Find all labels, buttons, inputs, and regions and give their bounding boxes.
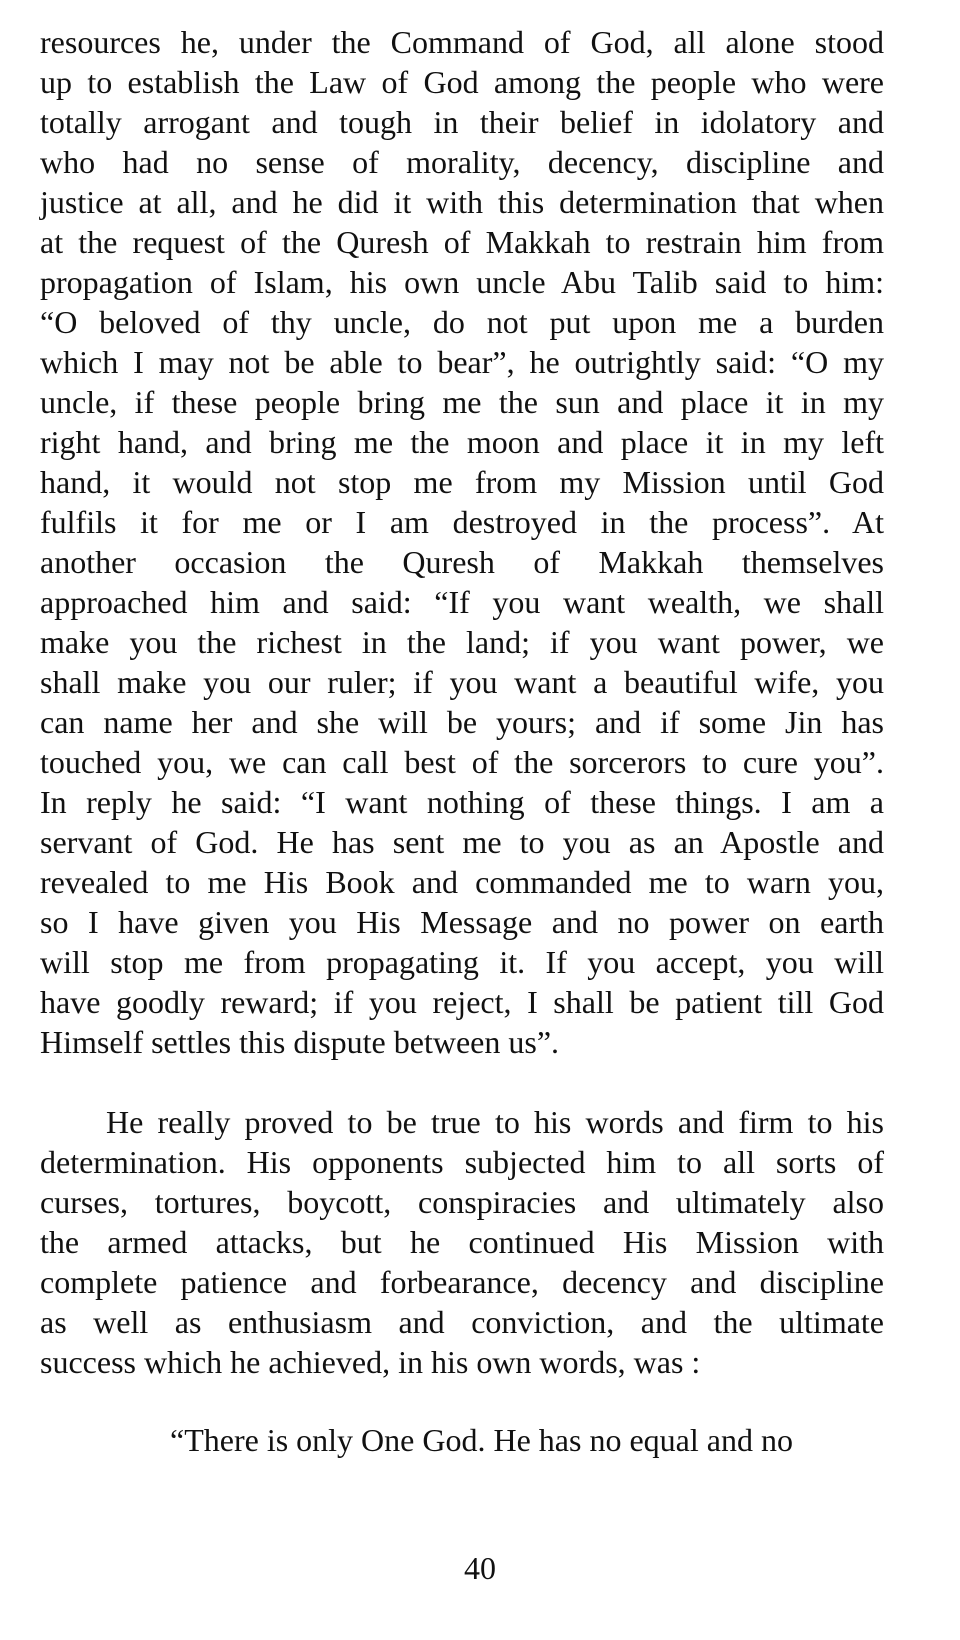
paragraph-1-line: will stop me from propagating it. If you accept, you will xyxy=(40,944,884,980)
paragraph-1-line: make you the richest in the land; if you want power, we xyxy=(40,624,884,660)
paragraph-1-line: approached him and said: “If you want wealth, we shall xyxy=(40,584,884,620)
paragraph-1-line: who had no sense of morality, decency, discipline and xyxy=(40,144,884,180)
paragraph-2-line: determination. His opponents subjected him to all sorts of xyxy=(40,1144,884,1180)
paragraph-1-line: totally arrogant and tough in their belief in idolatory and xyxy=(40,104,884,140)
paragraph-1-line: which I may not be able to bear”, he outrightly said: “O my xyxy=(40,344,884,380)
page-number: 40 xyxy=(464,1550,496,1586)
paragraph-1-line: justice at all, and he did it with this determination that when xyxy=(40,184,884,220)
paragraph-1-line: so I have given you His Message and no power on earth xyxy=(40,904,884,940)
paragraph-1-line: right hand, and bring me the moon and place it in my left xyxy=(40,424,884,460)
paragraph-1-line: have goodly reward; if you reject, I shall be patient till God xyxy=(40,984,884,1020)
paragraph-2-line: He really proved to be true to his words and firm to his xyxy=(106,1104,884,1140)
paragraph-2-line: curses, tortures, boycott, conspiracies and ultimately also xyxy=(40,1184,884,1220)
paragraph-1-line: servant of God. He has sent me to you as an Apostle and xyxy=(40,824,884,860)
paragraph-1-line: hand, it would not stop me from my Mission until God xyxy=(40,464,884,500)
paragraph-1-line: Himself settles this dispute between us”. xyxy=(40,1024,560,1060)
paragraph-1-line: can name her and she will be yours; and if some Jin has xyxy=(40,704,884,740)
paragraph-1-line: touched you, we can call best of the sorcerors to cure you”. xyxy=(40,744,884,780)
paragraph-1-line: revealed to me His Book and commanded me to warn you, xyxy=(40,864,884,900)
paragraph-1-line: fulfils it for me or I am destroyed in the process”. At xyxy=(40,504,884,540)
quote-line: “There is only One God. He has no equal and no xyxy=(170,1422,793,1458)
paragraph-1-line: at the request of the Quresh of Makkah to restrain him from xyxy=(40,224,884,260)
paragraph-1-line: resources he, under the Command of God, all alone stood xyxy=(40,24,884,60)
paragraph-2-line: the armed attacks, but he continued His Mission with xyxy=(40,1224,884,1260)
paragraph-1-line: propagation of Islam, his own uncle Abu Talib said to him: xyxy=(40,264,884,300)
paragraph-1-line: uncle, if these people bring me the sun and place it in my xyxy=(40,384,884,420)
paragraph-1-line: In reply he said: “I want nothing of these things. I am a xyxy=(40,784,884,820)
paragraph-1-line: up to establish the Law of God among the people who were xyxy=(40,64,884,100)
paragraph-2-line: as well as enthusiasm and conviction, and the ultimate xyxy=(40,1304,884,1340)
paragraph-2-line: success which he achieved, in his own words, was : xyxy=(40,1344,701,1380)
paragraph-1-line: another occasion the Quresh of Makkah themselves xyxy=(40,544,884,580)
paragraph-1-line: shall make you our ruler; if you want a beautiful wife, you xyxy=(40,664,884,700)
paragraph-2-line: complete patience and forbearance, decency and discipline xyxy=(40,1264,884,1300)
paragraph-1-line: “O beloved of thy uncle, do not put upon me a burden xyxy=(40,304,884,340)
